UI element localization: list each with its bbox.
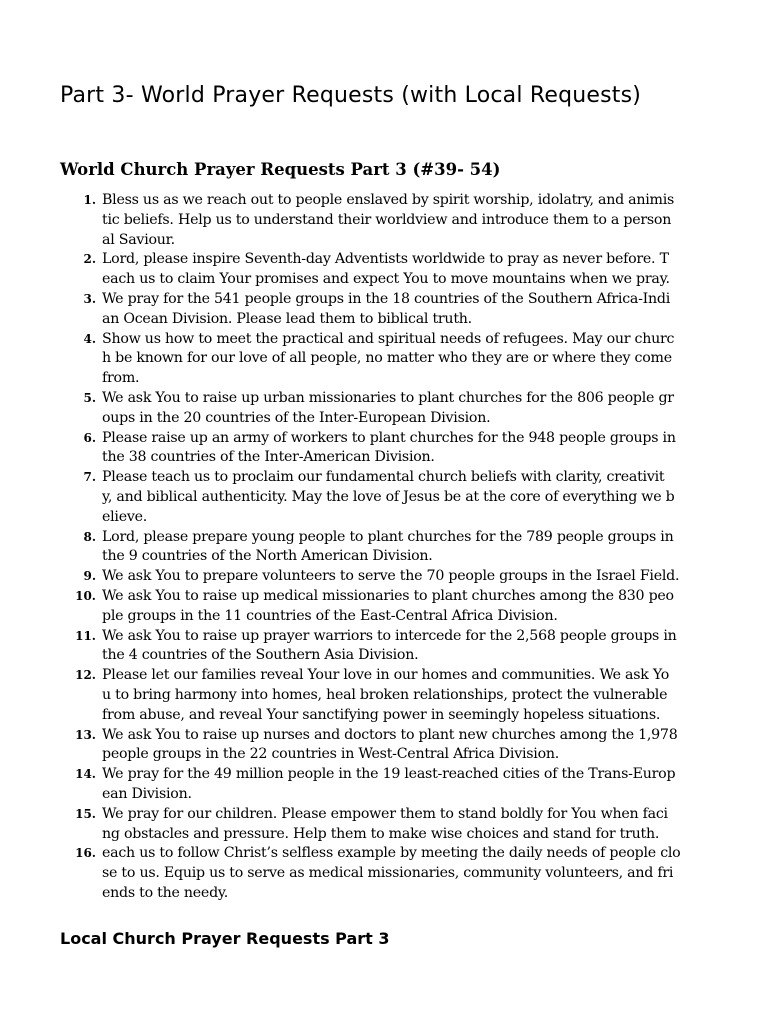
request-text-line: y, and biblical authenticity. May the love of Jesus be at the core of everything we b bbox=[102, 488, 675, 505]
request-text bbox=[102, 844, 730, 903]
request-number: 12. bbox=[75, 668, 96, 683]
prayer-request-item bbox=[70, 290, 730, 330]
request-text-line: se to us. Equip us to serve as medical missionaries, community volunteers, and fri bbox=[102, 865, 674, 882]
request-text-line: We ask You to raise up nurses and doctors to plant new churches among the 1,978 bbox=[102, 726, 678, 743]
prayer-request-item bbox=[70, 844, 730, 903]
request-text bbox=[102, 726, 730, 766]
prayer-request-item bbox=[70, 429, 730, 469]
request-text-line: from abuse, and reveal Your sanctifying power in seemingly hopeless situations. bbox=[102, 706, 661, 723]
request-text bbox=[102, 528, 730, 568]
request-text-line: ng obstacles and pressure. Help them to make wise choices and stand for truth. bbox=[102, 825, 660, 842]
request-text bbox=[102, 290, 730, 330]
prayer-request-item bbox=[70, 389, 730, 429]
request-text-line: We ask You to raise up urban missionaries to plant churches for the 806 people gr bbox=[102, 389, 674, 406]
prayer-request-item bbox=[70, 627, 730, 667]
request-text bbox=[102, 627, 730, 667]
request-text-line: ean Division. bbox=[102, 785, 192, 802]
prayer-request-item bbox=[70, 666, 730, 725]
request-number: 14. bbox=[75, 767, 96, 782]
prayer-request-item bbox=[70, 805, 730, 845]
prayer-request-item bbox=[70, 191, 730, 250]
request-number: 15. bbox=[75, 806, 96, 821]
request-number: 10. bbox=[75, 588, 96, 603]
request-text-line: We pray for our children. Please empower them to stand boldly for You when faci bbox=[102, 805, 668, 822]
request-text-line: Lord, please inspire Seventh-day Adventists worldwide to pray as never before. T bbox=[102, 251, 669, 268]
request-number: 7. bbox=[83, 470, 96, 485]
request-text bbox=[102, 250, 730, 290]
prayer-request-item bbox=[70, 726, 730, 766]
request-text-line: h be known for our love of all people, no matter who they are or where they come bbox=[102, 350, 672, 367]
request-text-line: We ask You to raise up prayer warriors to intercede for the 2,568 people groups in bbox=[102, 627, 677, 644]
request-text bbox=[102, 805, 730, 845]
request-text-line: the 9 countries of the North American Division. bbox=[102, 548, 433, 565]
prayer-request-item bbox=[70, 765, 730, 805]
request-text-line: ple groups in the 11 countries of the East-Central Africa Division. bbox=[102, 607, 558, 624]
request-text bbox=[102, 765, 730, 805]
part-title: Part 3- World Prayer Requests (with Local Requests) bbox=[60, 83, 642, 108]
request-number: 8. bbox=[83, 529, 96, 544]
request-text-line: Please raise up an army of workers to plant churches for the 948 people groups in bbox=[102, 429, 676, 446]
request-text-line: tic beliefs. Help us to understand their worldview and introduce them to a person bbox=[102, 211, 672, 228]
request-number: 9. bbox=[83, 569, 96, 584]
world-requests-heading: World Church Prayer Requests Part 3 (#39- 54) bbox=[60, 160, 501, 179]
prayer-request-item bbox=[70, 330, 730, 389]
request-text-line: an Ocean Division. Please lead them to biblical truth. bbox=[102, 310, 472, 327]
request-text-line: We pray for the 541 people groups in the 18 countries of the Southern Africa-Indi bbox=[102, 290, 671, 307]
request-text-line: people groups in the 22 countries in West-Central Africa Division. bbox=[102, 746, 560, 763]
request-text-line: each us to claim Your promises and expect You to move mountains when we pray. bbox=[102, 271, 670, 288]
prayer-request-item bbox=[70, 587, 730, 627]
request-number: 13. bbox=[75, 727, 96, 742]
request-text-line: oups in the 20 countries of the Inter-European Division. bbox=[102, 409, 491, 426]
request-text-line: each us to follow Christ’s selfless example by meeting the daily needs of people clo bbox=[102, 845, 681, 862]
request-text-line: u to bring harmony into homes, heal broken relationships, protect the vulnerable bbox=[102, 686, 668, 703]
request-number: 1. bbox=[83, 193, 96, 207]
request-number: 11. bbox=[75, 628, 96, 643]
request-text-line: We pray for the 49 million people in the 19 least-reached cities of the Trans-Europ bbox=[102, 766, 676, 783]
request-text-line: from. bbox=[102, 370, 140, 387]
request-text-line: We ask You to prepare volunteers to serve the 70 people groups in the Israel Field. bbox=[102, 568, 680, 585]
request-text bbox=[102, 567, 730, 587]
request-text bbox=[102, 666, 730, 725]
request-text bbox=[102, 330, 730, 389]
request-text-line: ends to the needy. bbox=[102, 884, 229, 901]
request-text bbox=[102, 587, 730, 627]
request-text-line: Please let our families reveal Your love in our homes and communities. We ask Yo bbox=[102, 667, 670, 684]
request-text-line: al Saviour. bbox=[102, 231, 175, 248]
request-text-line: the 38 countries of the Inter-American Division. bbox=[102, 449, 435, 466]
prayer-request-item bbox=[70, 468, 730, 527]
request-text bbox=[102, 429, 730, 469]
local-requests-heading: Local Church Prayer Requests Part 3 bbox=[60, 929, 390, 948]
prayer-request-item bbox=[70, 567, 730, 587]
request-number: 2. bbox=[83, 252, 96, 267]
request-text bbox=[102, 191, 730, 250]
request-text-line: elieve. bbox=[102, 508, 148, 525]
request-text-line: We ask You to raise up medical missionaries to plant churches among the 830 peo bbox=[102, 587, 674, 604]
request-text bbox=[102, 389, 730, 429]
request-text-line: Bless us as we reach out to people enslaved by spirit worship, idolatry, and animis bbox=[102, 192, 675, 208]
request-text-line: the 4 countries of the Southern Asia Division. bbox=[102, 647, 419, 664]
prayer-request-item bbox=[70, 250, 730, 290]
request-text-line: Please teach us to proclaim our fundamental church beliefs with clarity, creativit bbox=[102, 469, 665, 486]
request-number: 5. bbox=[83, 390, 96, 405]
prayer-request-list bbox=[70, 191, 730, 904]
request-text-line: Show us how to meet the practical and spiritual needs of refugees. May our churc bbox=[102, 330, 675, 347]
prayer-request-item bbox=[70, 528, 730, 568]
request-text-line: Lord, please prepare young people to plant churches for the 789 people groups in bbox=[102, 528, 674, 545]
request-text bbox=[102, 468, 730, 527]
request-number: 6. bbox=[83, 430, 96, 445]
request-number: 16. bbox=[75, 846, 96, 861]
request-number: 3. bbox=[83, 291, 96, 306]
request-number: 4. bbox=[83, 331, 96, 346]
